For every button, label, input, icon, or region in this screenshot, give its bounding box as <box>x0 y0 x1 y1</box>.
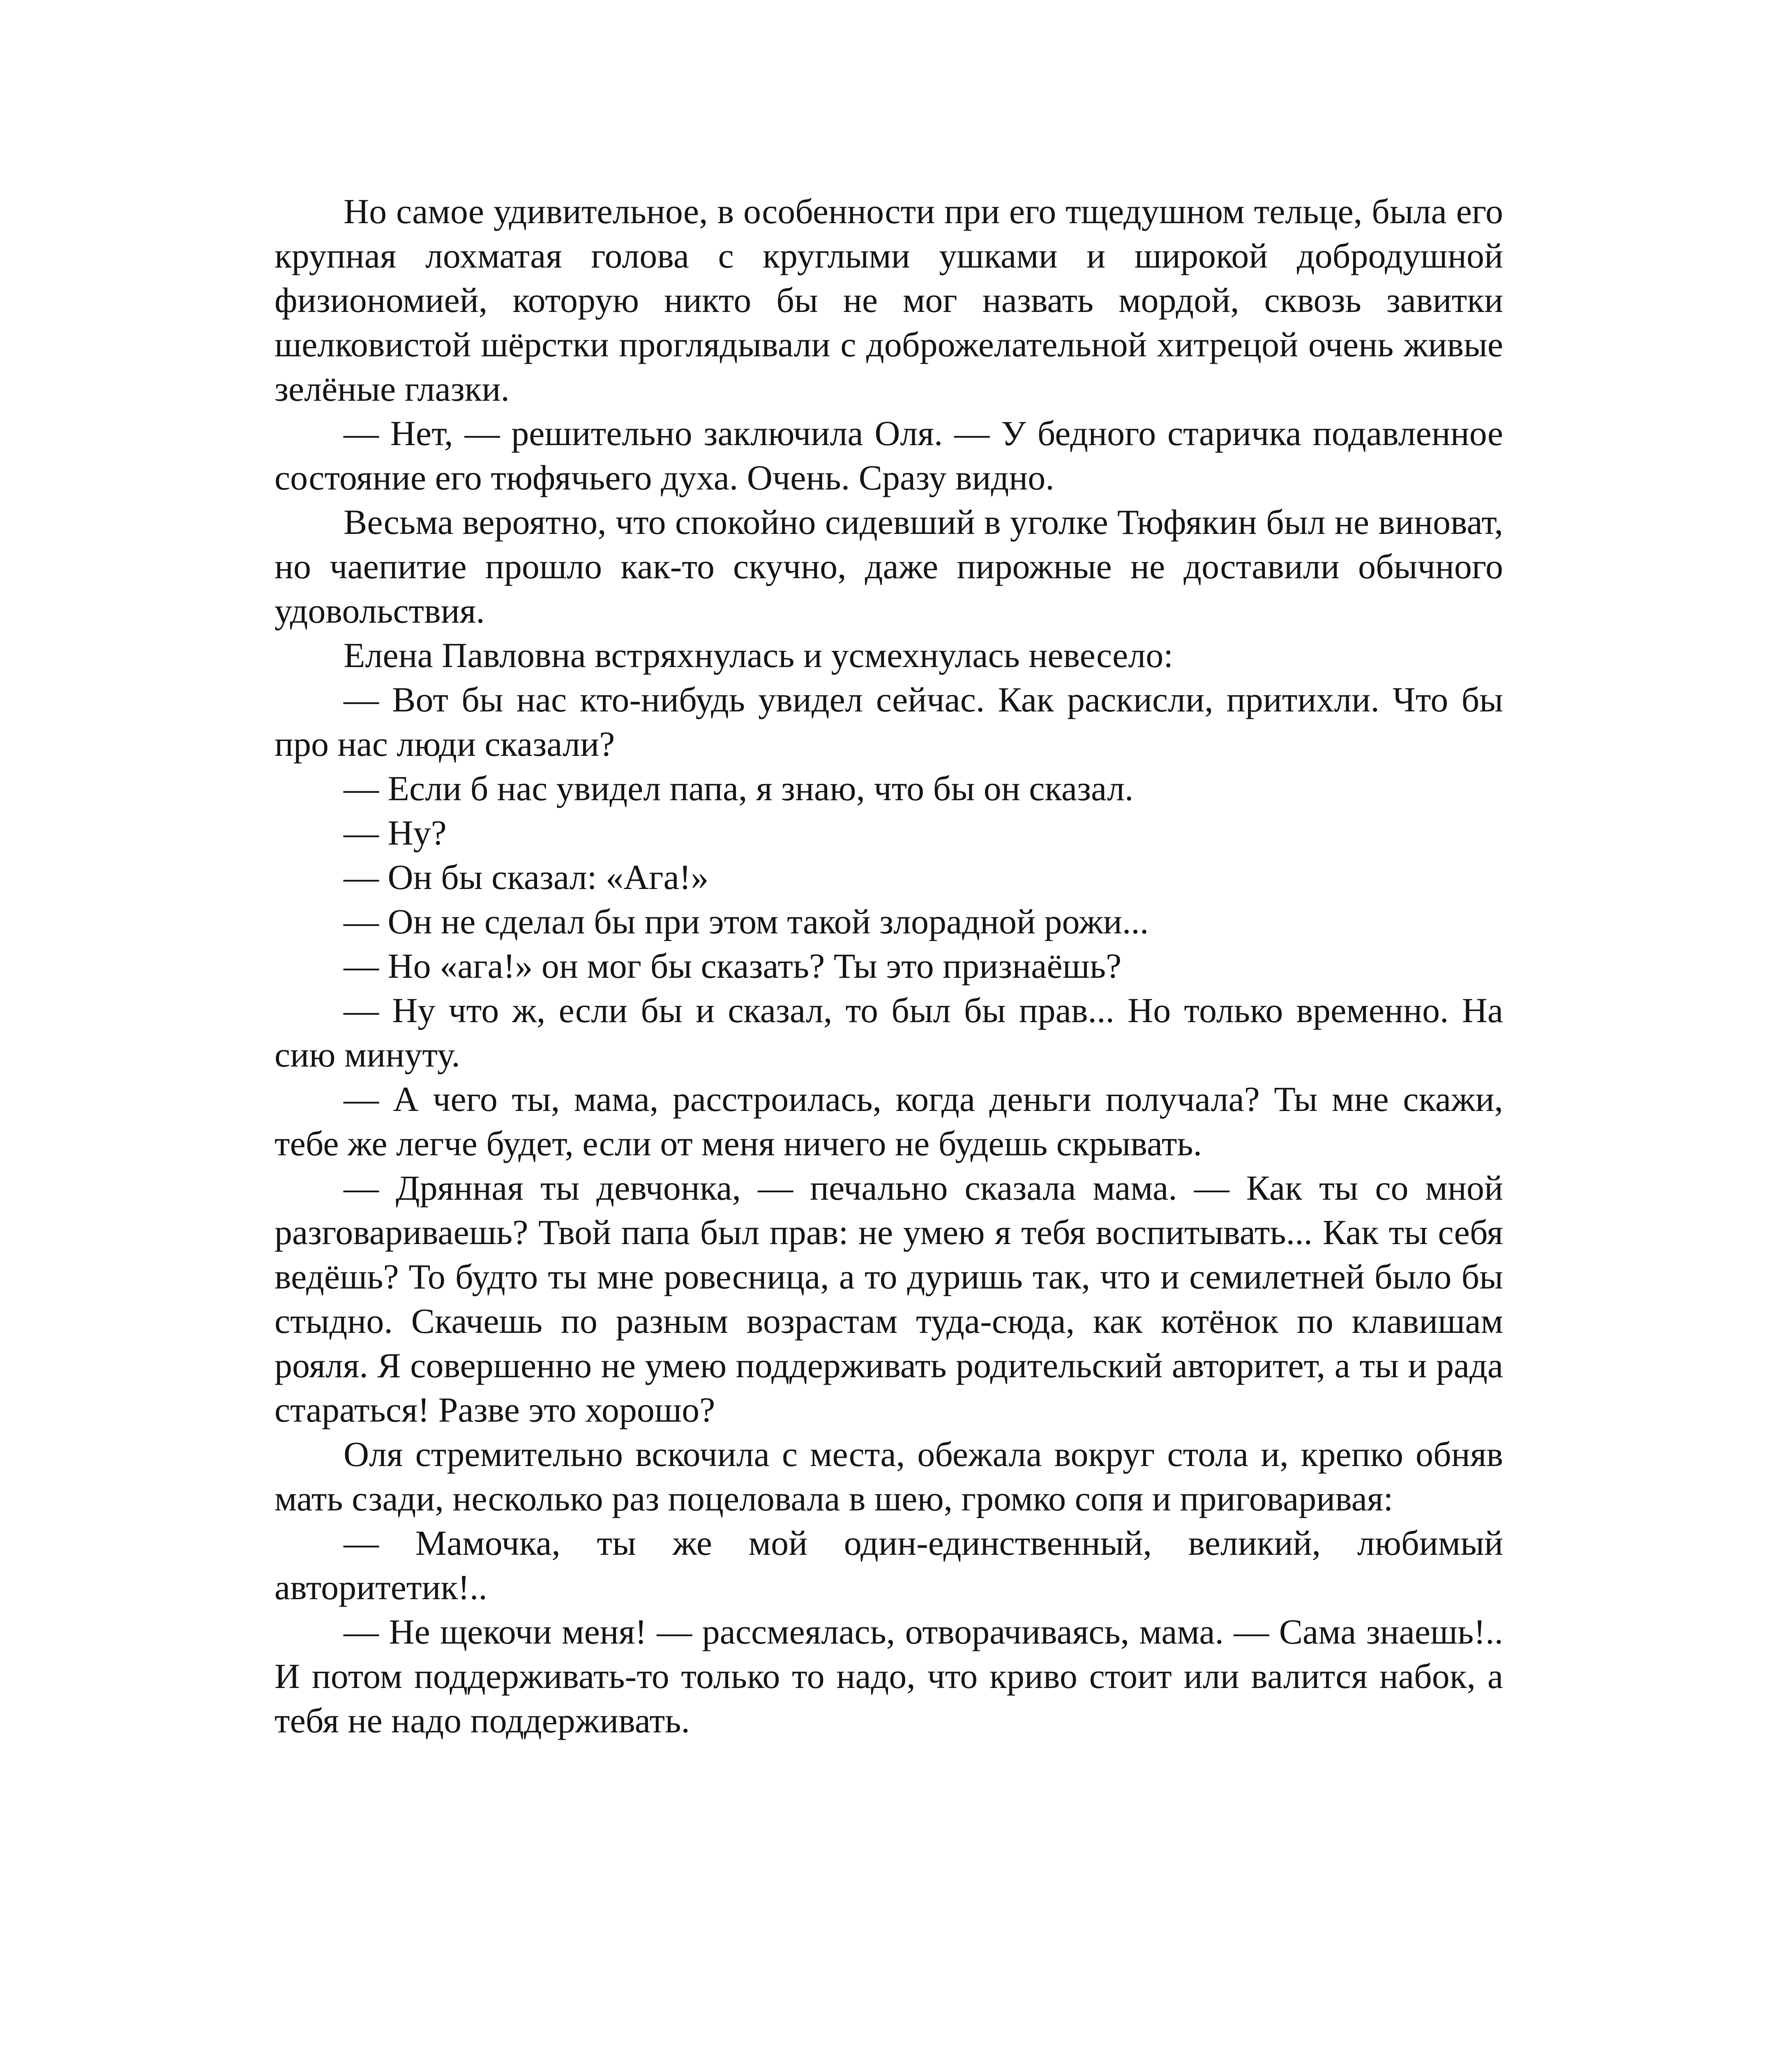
paragraph-10: — Но «ага!» он мог бы сказать? Ты это признаёшь? <box>344 946 1122 986</box>
paragraph-14: Оля стремительно вскочила с места, обежала вокруг стола и, крепко обняв мать сзади, несколько раз поцеловала в шею, громко сопя и приговаривая: <box>274 1434 1503 1518</box>
paragraph-12: — А чего ты, мама, расстроилась, когда деньги получала? Ты мне скажи, тебе же легче будет, если от меня ничего не будешь скрывать. <box>274 1079 1503 1163</box>
paragraph-4: Елена Павловна встряхнулась и усмехнулась невесело: <box>344 635 1174 675</box>
paragraph-3: Весьма вероятно, что спокойно сидевший в уголке Тюфякин был не виноват, но чаепитие прошло как-то скучно, даже пирожные не доставили обычного удовольствия. <box>274 502 1503 630</box>
paragraph-2: — Нет, — решительно заключила Оля. — У бедного старичка подавленное состояние его тюфячьего духа. Очень. Сразу видно. <box>274 413 1503 497</box>
paragraph-16: — Не щекочи меня! — рассмеялась, отворачиваясь, мама. — Сама знаешь!.. И потом поддерживать-то только то надо, что криво стоит или валится набок, а тебя не надо поддерживать. <box>274 1612 1503 1740</box>
paragraph-11: — Ну что ж, если бы и сказал, то был бы прав... Но только временно. На сию минуту. <box>274 991 1503 1074</box>
paragraph-13: — Дрянная ты девчонка, — печально сказала мама. — Как ты со мной разговариваешь? Твой папа был прав: не умею я тебя воспитывать... Как ты себя ведёшь? То будто ты мне ровесница, а то дуришь так, что и семилетней было бы стыдно. Скачешь по разным возрастам туда-сюда, как котёнок по клавишам рояля. Я совершенно не умею поддерживать родительский авторитет, а ты и рада стараться! Разве это хорошо? <box>274 1168 1503 1429</box>
paragraph-15: — Мамочка, ты же мой один-единственный, великий, любимый авторитетик!.. <box>274 1523 1503 1607</box>
paragraph-6: — Если б нас увидел папа, я знаю, что бы он сказал. <box>344 769 1134 808</box>
paragraph-9: — Он не сделал бы при этом такой злорадной рожи... <box>344 902 1149 941</box>
paragraph-8: — Он бы сказал: «Ага!» <box>344 857 709 897</box>
paragraph-7: — Ну? <box>344 813 447 852</box>
paragraph-1: Но самое удивительное, в особенности при его тщедушном тельце, была его крупная лохматая голова с круглыми ушками и широкой добродушной физиономией, которую никто бы не мог назвать мордой, сквозь завитки шелковистой шёрстки проглядывали с доброжелательной хитрецой очень живые зелёные глазки. <box>274 192 1503 409</box>
body-text <box>274 189 1503 1743</box>
paragraph-5: — Вот бы нас кто-нибудь увидел сейчас. Как раскисли, притихли. Что бы про нас люди сказали? <box>274 680 1503 764</box>
